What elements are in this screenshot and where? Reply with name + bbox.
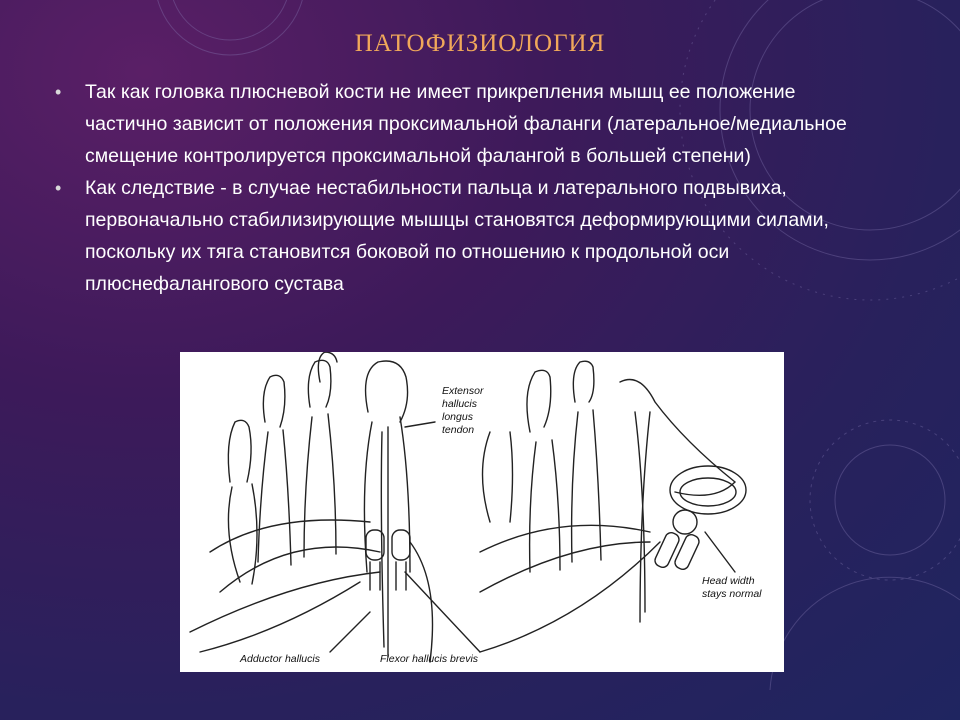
bullet-list [55, 76, 855, 300]
foot-anatomy-figure [180, 352, 784, 672]
bullet-icon: • [55, 178, 62, 198]
label-head-width: stays normal [702, 588, 762, 600]
label-adductor: Adductor hallucis [240, 653, 320, 665]
bullet-item [55, 76, 855, 172]
label-extensor: tendon [442, 424, 475, 436]
label-flexor: Flexor hallucis brevis [380, 653, 479, 665]
label-extensor: Extensor [442, 385, 484, 397]
label-head-width: Head width [702, 575, 755, 587]
foot-anatomy-illustration [180, 352, 784, 672]
label-extensor: longus [442, 411, 473, 423]
bullet-text: Как следствие - в случае нестабильности пальца и латерального подвывиха, первоначально стабилизирующие мышцы становятся деформирующими силами, поскольку их тяга становится боковой по отношению к продольной оси плюснефалангового сустава [85, 177, 829, 295]
bullet-text: Так как головка плюсневой кости не имеет прикрепления мышц ее положение частично зависит от положения проксимальной фаланги (латеральное/медиальное смещение контролируется проксимальной фалангой в большей степени) [85, 81, 847, 167]
bullet-icon: • [55, 82, 62, 102]
label-extensor: hallucis [442, 398, 478, 410]
bullet-item [55, 172, 855, 300]
slide-title: ПАТОФИЗИОЛОГИЯ [354, 30, 606, 57]
